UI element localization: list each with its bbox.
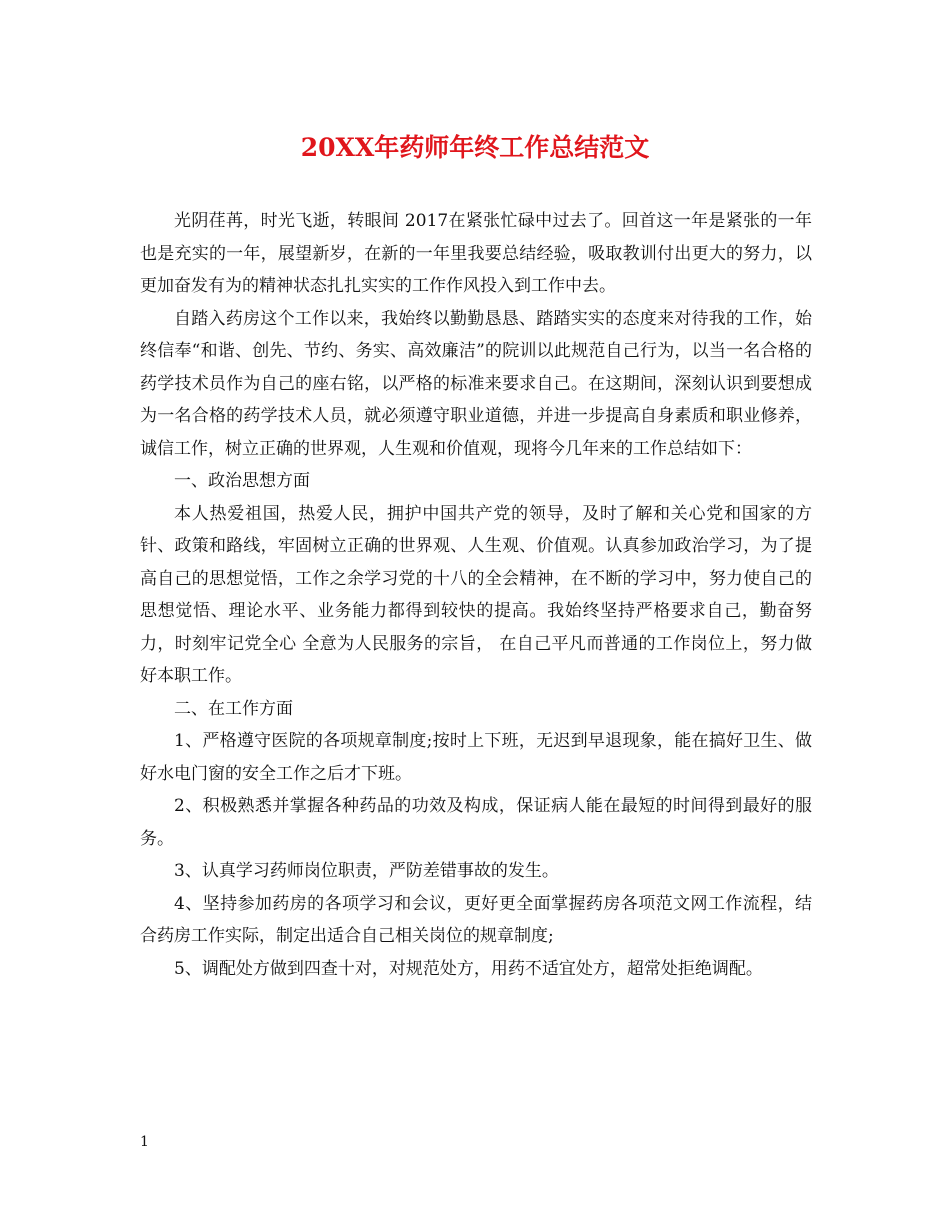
list-item-3: 3、认真学习药师岗位职责，严防差错事故的发生。 <box>174 861 559 881</box>
list-item-4: 4、坚持参加药房的各项学习和会议，更好更全面掌握药房各项范文网工作流程，结合药房工作实际，制定出适合自己相关岗位的规章制度; <box>140 893 812 946</box>
page-number: 1 <box>140 1134 149 1150</box>
section-heading-work: 二、在工作方面 <box>174 698 293 719</box>
section-heading-politics: 一、政治思想方面 <box>174 471 310 491</box>
list-item-5: 5、调配处方做到四查十对，对规范处方，用药不适宜处方，超常处拒绝调配。 <box>174 958 763 979</box>
list-item-1: 1、严格遵守医院的各项规章制度;按时上下班，无迟到早退现象，能在搞好卫生、做好水电门窗的安全工作之后才下班。 <box>140 731 812 784</box>
paragraph-politics: 本人热爱祖国，热爱人民，拥护中国共产党的领导，及时了解和关心党和国家的方针、政策和路线，牢固树立正确的世界观、人生观、价值观。认真参加政治学习，为了提高自己的思想觉悟，工作之余学习党的十八的全会精神，在不断的学习中，努力使自己的思想觉悟、理论水平、业务能力都得到较快的提高。我始终坚持严格要求自己，勤奋努力，时刻牢记党全心 全意为人民服务的宗旨， 在自己平凡而普通的工作岗位上，努力做好本职工作。 <box>140 503 812 686</box>
paragraph-overview: 自踏入药房这个工作以来，我始终以勤勤恳恳、踏踏实实的态度来对待我的工作，始终信奉“和谐、创先、节约、务实、高效廉洁”的院训以此规范自己行为，以当一名合格的药学技术员作为自己的座右铭，以严格的标准来要求自己。在这期间，深刻认识到要想成为一名合格的药学技术人员，就必须遵守职业道德，并进一步提高自身素质和职业修养，诚信工作，树立正确的世界观，人生观和价值观，现将今几年来的工作总结如下： <box>140 308 812 459</box>
paragraph-intro: 光阴荏苒，时光飞逝，转眼间 2017在紧张忙碌中过去了。回首这一年是紧张的一年也是充实的一年，展望新岁，在新的一年里我要总结经验，吸取教训付出更大的努力，以更加奋发有为的精神状态扎扎实实的工作作风投入到工作中去。 <box>140 211 812 296</box>
document-title: 20XX年药师年终工作总结范文 <box>300 133 650 162</box>
list-item-2: 2、积极熟悉并掌握各种药品的功效及构成，保证病人能在最短的时间得到最好的服务。 <box>140 796 812 849</box>
document-body <box>140 205 812 985</box>
